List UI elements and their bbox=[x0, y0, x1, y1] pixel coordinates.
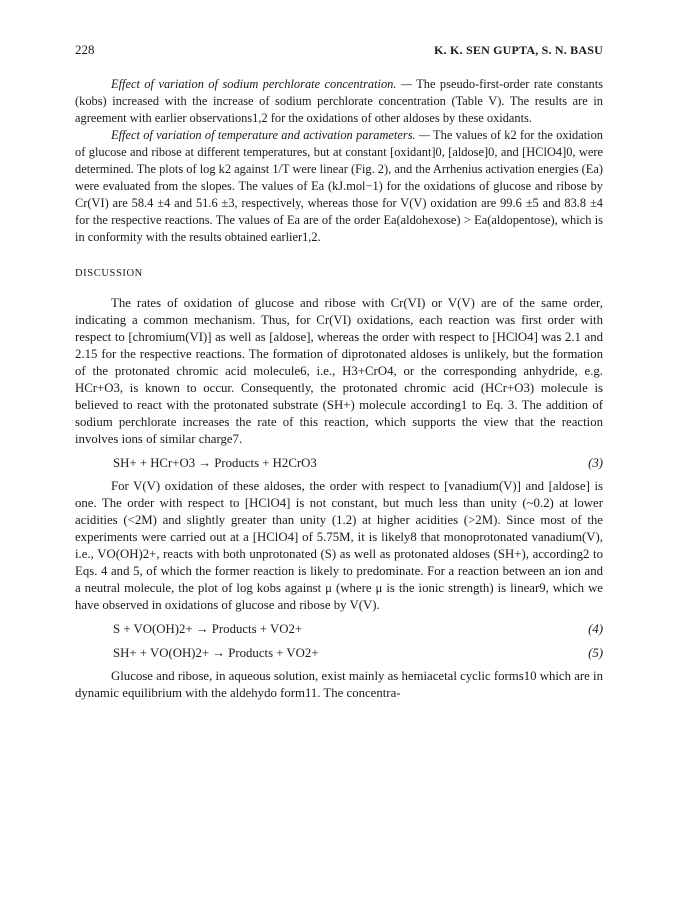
equation-3 bbox=[113, 454, 603, 472]
paragraph-heading-temperature: Effect of variation of temperature and activation parameters. — bbox=[111, 128, 430, 142]
paragraph-temperature bbox=[75, 127, 603, 246]
equation-4-number: (4) bbox=[588, 622, 603, 636]
paragraph-perchlorate bbox=[75, 76, 603, 127]
equation-3-number: (3) bbox=[588, 456, 603, 470]
equation-5-number: (5) bbox=[588, 646, 603, 660]
page bbox=[75, 42, 603, 702]
paragraph-body-perchlorate: The pseudo-first-order rate constants (kobs) increased with the increase of sodium perchlorate concentration (Table V). The results are in agreement with earlier observations1,2 for the oxidations of other aldoses by these oxidants. bbox=[75, 77, 603, 125]
paragraph-discussion-3: Glucose and ribose, in aqueous solution, exist mainly as hemiacetal cyclic forms10 which are in dynamic equilibrium with the aldehydo form11. The concentra- bbox=[75, 669, 603, 700]
equation-3-expression: SH+ + HCr+O3 → Products + H2CrO3 bbox=[113, 456, 317, 470]
page-number: 228 bbox=[75, 42, 95, 57]
discussion-body bbox=[75, 295, 603, 702]
equation-5-expression: SH+ + VO(OH)2+ → Products + VO2+ bbox=[113, 646, 319, 660]
paragraph-heading-perchlorate: Effect of variation of sodium perchlorate concentration. — bbox=[111, 77, 412, 91]
equation-5 bbox=[113, 644, 603, 662]
running-header bbox=[75, 42, 603, 58]
section-heading-discussion: DISCUSSION bbox=[75, 268, 143, 279]
paragraph-discussion-1: The rates of oxidation of glucose and ribose with Cr(VI) or V(V) are of the same order, indicating a common mechanism. Thus, for Cr(VI) oxidations, each reaction was first order with respect to [chromium(VI)] as well as [aldose], whereas the order with respect to [HClO4] was 2.1 and 2.15 for the respective reactions. The formation of diprotonated aldoses is unlikely, but the formation of the protonated chromic acid molecule6, i.e., H3+CrO4, or the corresponding anhydride, e.g. HCr+O3, is known to occur. Consequently, the protonated chromic acid (HCr+O3) molecule is believed to react with the protonated substrate (SH+) molecule according1 to Eq. 3. The addition of sodium perchlorate increases the rate of this reaction, which supports the view that the reaction involves ions of similar charge7. bbox=[75, 296, 603, 446]
equation-4-expression: S + VO(OH)2+ → Products + VO2+ bbox=[113, 622, 303, 636]
paragraph-discussion-2: For V(V) oxidation of these aldoses, the order with respect to [vanadium(V)] and [aldose] is one. The order with respect to [HClO4] is not constant, but much less than unity (~0.2) at lower acidities (<2M) and slightly greater than unity (1.2) at higher acidities (>2M). Since most of the experiments were carried out at a [HClO4] of 5.75M, it is likely8 that monoprotonated vanadium(V), i.e., VO(OH)2+, reacts with both unprotonated (S) as well as protonated aldoses (SH+), according2 to Eqs. 4 and 5, of which the former reaction is likely to predominate. For a reaction between an ion and a neutral molecule, the plot of log kobs against μ (where μ is the ionic strength) is linear9, which we have observed in oxidations of glucose and ribose by V(V). bbox=[75, 479, 603, 612]
equation-4 bbox=[113, 620, 603, 638]
running-authors: K. K. SEN GUPTA, S. N. BASU bbox=[434, 43, 603, 57]
paragraph-body-temperature: The values of k2 for the oxidation of glucose and ribose at different temperatures, but at constant [oxidant]0, [aldose]0, and [HClO4]0, were determined. The plots of log k2 against 1/T were linear (Fig. 2), and the Arrhenius activation energies (Ea) were evaluated from the slopes. The values of Ea (kJ.mol−1) for the oxidations of glucose and ribose by Cr(VI) are 58.4 ±4 and 51.6 ±3, respectively, whereas those for V(V) oxidation are 99.6 ±5 and 83.8 ±4 for the respective reactions. The values of Ea are of the order Ea(aldohexose) > Ea(aldopentose), which is in conformity with the results obtained earlier1,2. bbox=[75, 128, 603, 244]
